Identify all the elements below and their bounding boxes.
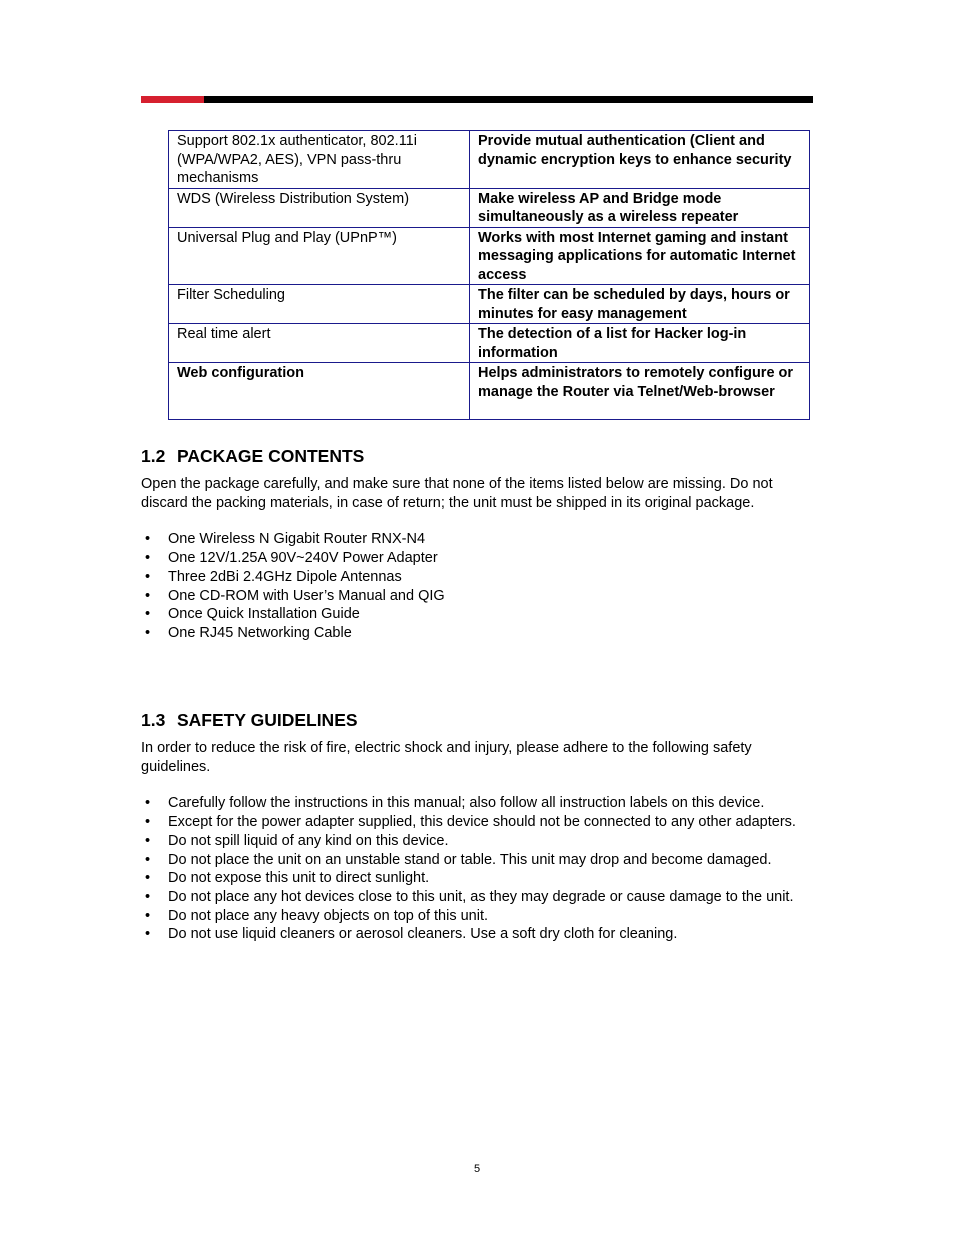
feature-cell: Support 802.1x authenticator, 802.11i (WPA/WPA2, AES), VPN pass-thru mechanisms [169, 131, 470, 189]
list-item: • One RJ45 Networking Cable [141, 624, 813, 643]
benefit-cell: Provide mutual authentication (Client and dynamic encryption keys to enhance security [470, 131, 810, 189]
package-items-list [141, 530, 813, 642]
section-intro: In order to reduce the risk of fire, electric shock and injury, please adhere to the following safety guidelines. [141, 740, 752, 775]
section-intro: Open the package carefully, and make sure that none of the items listed below are missing. Do not discard the packing materials, in case of return; the unit must be shipped in its original package. [141, 476, 773, 511]
section-title: SAFETY GUIDELINES [177, 710, 358, 730]
section-heading [141, 709, 813, 731]
header-rule [141, 96, 813, 103]
benefit-cell: The detection of a list for Hacker log-in information [470, 324, 810, 363]
list-item: • Do not use liquid cleaners or aerosol cleaners. Use a soft dry cloth for cleaning. [141, 925, 813, 944]
list-item: • One CD-ROM with User’s Manual and QIG [141, 587, 813, 606]
table-row [169, 324, 810, 363]
page-number: 5 [473, 1163, 481, 1175]
list-item: • Do not spill liquid of any kind on this device. [141, 832, 813, 851]
section-number: 1.2 [141, 446, 166, 466]
list-item: • Once Quick Installation Guide [141, 605, 813, 624]
list-item: • One Wireless N Gigabit Router RNX-N4 [141, 530, 813, 549]
safety-items-list [141, 794, 813, 944]
list-item: • Carefully follow the instructions in this manual; also follow all instruction labels on this device. [141, 794, 813, 813]
benefit-cell: The filter can be scheduled by days, hours or minutes for easy management [470, 285, 810, 324]
table-row [169, 363, 810, 420]
package-contents-section [141, 445, 813, 643]
safety-guidelines-section [141, 709, 813, 944]
feature-cell: Web configuration [169, 363, 470, 420]
list-item: • Do not place the unit on an unstable stand or table. This unit may drop and become damaged. [141, 851, 813, 870]
list-item: • Except for the power adapter supplied, this device should not be connected to any other adapters. [141, 813, 813, 832]
feature-cell: WDS (Wireless Distribution System) [169, 188, 470, 227]
list-item: • Three 2dBi 2.4GHz Dipole Antennas [141, 568, 813, 587]
benefit-cell: Helps administrators to remotely configure or manage the Router via Telnet/Web-browser [470, 363, 810, 420]
header-rule-accent [141, 96, 204, 103]
features-table [168, 130, 810, 420]
list-item: • One 12V/1.25A 90V~240V Power Adapter [141, 549, 813, 568]
section-number: 1.3 [141, 710, 166, 730]
table-row [169, 285, 810, 324]
list-item: • Do not place any hot devices close to this unit, as they may degrade or cause damage to the unit. [141, 888, 813, 907]
list-item: • Do not place any heavy objects on top of this unit. [141, 907, 813, 926]
section-heading [141, 445, 813, 467]
table-row [169, 188, 810, 227]
benefit-cell: Works with most Internet gaming and instant messaging applications for automatic Internet access [470, 227, 810, 285]
benefit-cell: Make wireless AP and Bridge mode simultaneously as a wireless repeater [470, 188, 810, 227]
table-row [169, 131, 810, 189]
feature-cell: Filter Scheduling [169, 285, 470, 324]
section-title: PACKAGE CONTENTS [177, 446, 365, 466]
feature-cell: Universal Plug and Play (UPnP™) [169, 227, 470, 285]
feature-cell: Real time alert [169, 324, 470, 363]
list-item: • Do not expose this unit to direct sunlight. [141, 869, 813, 888]
table-row [169, 227, 810, 285]
